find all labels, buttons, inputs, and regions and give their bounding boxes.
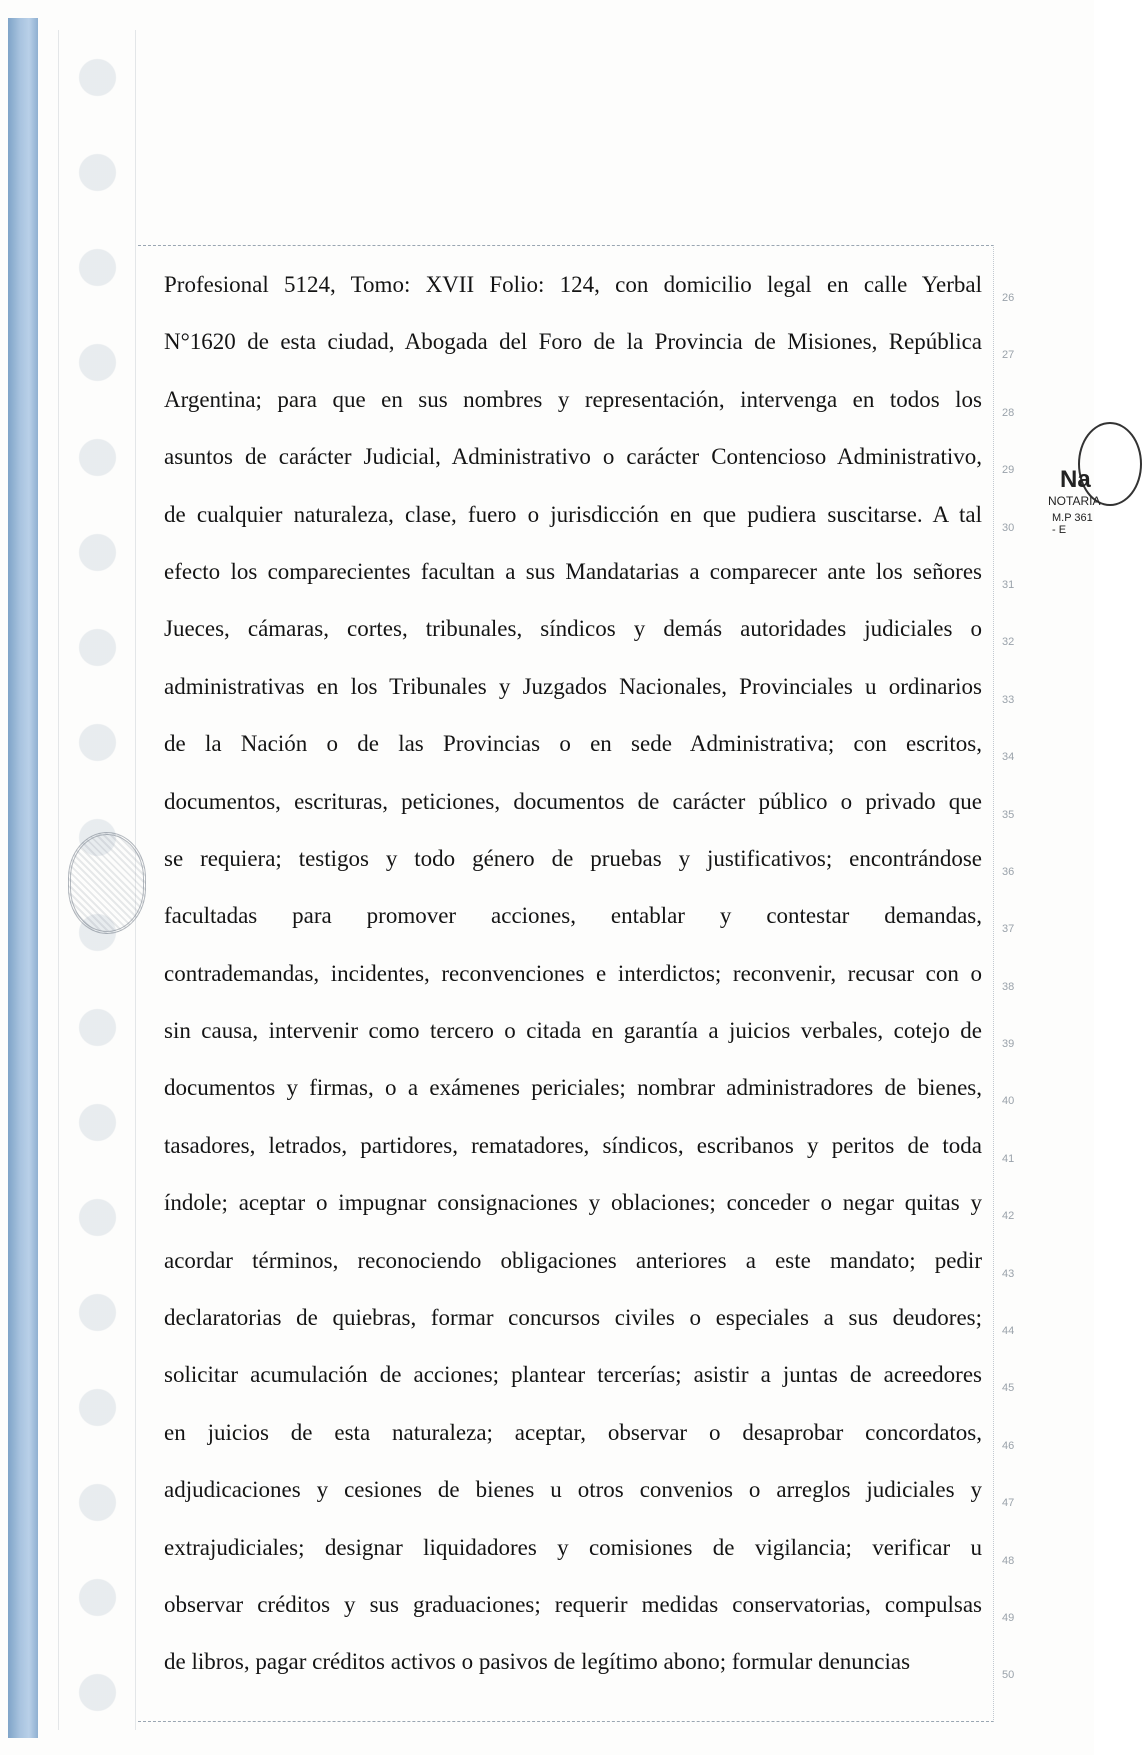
document-line: Argentina; para que en sus nombres y representación, intervenga en todos los	[164, 386, 982, 412]
document-line: Jueces, cámaras, cortes, tribunales, síndicos y demás autoridades judiciales o	[164, 616, 982, 642]
line-number: 39	[1002, 1038, 1015, 1051]
document-line: sin causa, intervenir como tercero o citada en garantía a juicios verbales, cotejo de	[164, 1018, 982, 1044]
line-number: 26	[1002, 292, 1015, 304]
document-line: efecto los comparecientes facultan a sus Mandatarias a comparecer ante los señores	[164, 558, 982, 584]
stamp-registration: M.P 361 - E	[1052, 512, 1093, 536]
line-number: 45	[1002, 1382, 1015, 1395]
document-line: en juicios de esta naturaleza; aceptar, observar o desaprobar concordatos,	[164, 1419, 982, 1445]
document-line: observar créditos y sus graduaciones; requerir medidas conservatorias, compulsas	[164, 1591, 982, 1617]
document-line: administrativas en los Tribunales y Juzgados Nacionales, Provinciales u ordinarios	[164, 673, 982, 699]
document-line: tasadores, letrados, partidores, rematadores, síndicos, escribanos y peritos de toda	[164, 1132, 982, 1158]
document-body	[164, 270, 982, 1705]
line-number: 32	[1002, 636, 1015, 649]
document-line: declaratorias de quiebras, formar concursos civiles o especiales a sus deudores;	[164, 1305, 982, 1331]
document-line: N°1620 de esta ciudad, Abogada del Foro de la Provincia de Misiones, República	[164, 329, 982, 355]
notary-stamp	[1040, 462, 1101, 542]
line-number: 27	[1002, 349, 1015, 362]
document-line: solicitar acumulación de acciones; plantear tercerías; asistir a juntas de acreedores	[164, 1362, 982, 1388]
document-line: documentos y firmas, o a exámenes periciales; nombrar administradores de bienes,	[164, 1075, 982, 1101]
line-number: 43	[1002, 1267, 1015, 1280]
document-line: asuntos de carácter Judicial, Administrativo o carácter Contencioso Administrativo,	[164, 444, 982, 470]
line-number: 41	[1002, 1152, 1015, 1165]
line-number: 34	[1002, 751, 1015, 764]
line-number: 38	[1002, 980, 1015, 993]
document-line: acordar términos, reconociendo obligaciones anteriores a este mandato; pedir	[164, 1247, 982, 1273]
line-number: 30	[1002, 521, 1015, 534]
page-edge-strip	[8, 18, 38, 1738]
document-line: de la Nación o de las Provincias o en sede Administrativa; con escritos,	[164, 731, 982, 757]
document-line: adjudicaciones y cesiones de bienes u otros convenios o arreglos judiciales y	[164, 1477, 982, 1503]
line-number: 40	[1002, 1095, 1015, 1108]
line-number: 44	[1002, 1325, 1015, 1338]
line-number: 35	[1002, 808, 1015, 821]
line-number: 37	[1002, 923, 1015, 936]
notarial-seal-icon	[68, 832, 146, 934]
document-line: índole; aceptar o impugnar consignaciones y oblaciones; conceder o negar quitas y	[164, 1190, 982, 1216]
document-line: de cualquier naturaleza, clase, fuero o jurisdicción en que pudiera suscitarse. A tal	[164, 501, 982, 527]
line-number: 28	[1002, 406, 1015, 419]
line-number: 36	[1002, 865, 1015, 878]
line-number: 42	[1002, 1210, 1015, 1223]
document-line: documentos, escrituras, peticiones, documentos de carácter público o privado que	[164, 788, 982, 814]
document-line: de libros, pagar créditos activos o pasivos de legítimo abono; formular denuncias	[164, 1649, 911, 1675]
line-number: 33	[1002, 693, 1015, 706]
stamp-title: NOTARIA	[1048, 494, 1101, 508]
document-line: extrajudiciales; designar liquidadores y comisiones de vigilancia; verificar u	[164, 1534, 982, 1560]
document-line: Profesional 5124, Tomo: XVII Folio: 124, con domicilio legal en calle Yerbal	[164, 272, 982, 297]
stamp-name: Na	[1060, 466, 1091, 493]
line-number: 48	[1002, 1554, 1015, 1567]
line-number: 46	[1002, 1439, 1015, 1452]
line-number: 29	[1002, 464, 1015, 477]
line-number: 31	[1002, 578, 1015, 591]
document-line: contrademandas, incidentes, reconvenciones e interdictos; reconvenir, recusar con o	[164, 960, 982, 986]
line-number: 47	[1002, 1497, 1015, 1510]
line-number: 49	[1002, 1611, 1015, 1624]
document-line: facultadas para promover acciones, entablar y contestar demandas,	[164, 903, 982, 929]
document-line: se requiera; testigos y todo género de pruebas y justificativos; encontrándose	[164, 845, 982, 871]
line-number: 50	[1002, 1669, 1015, 1682]
